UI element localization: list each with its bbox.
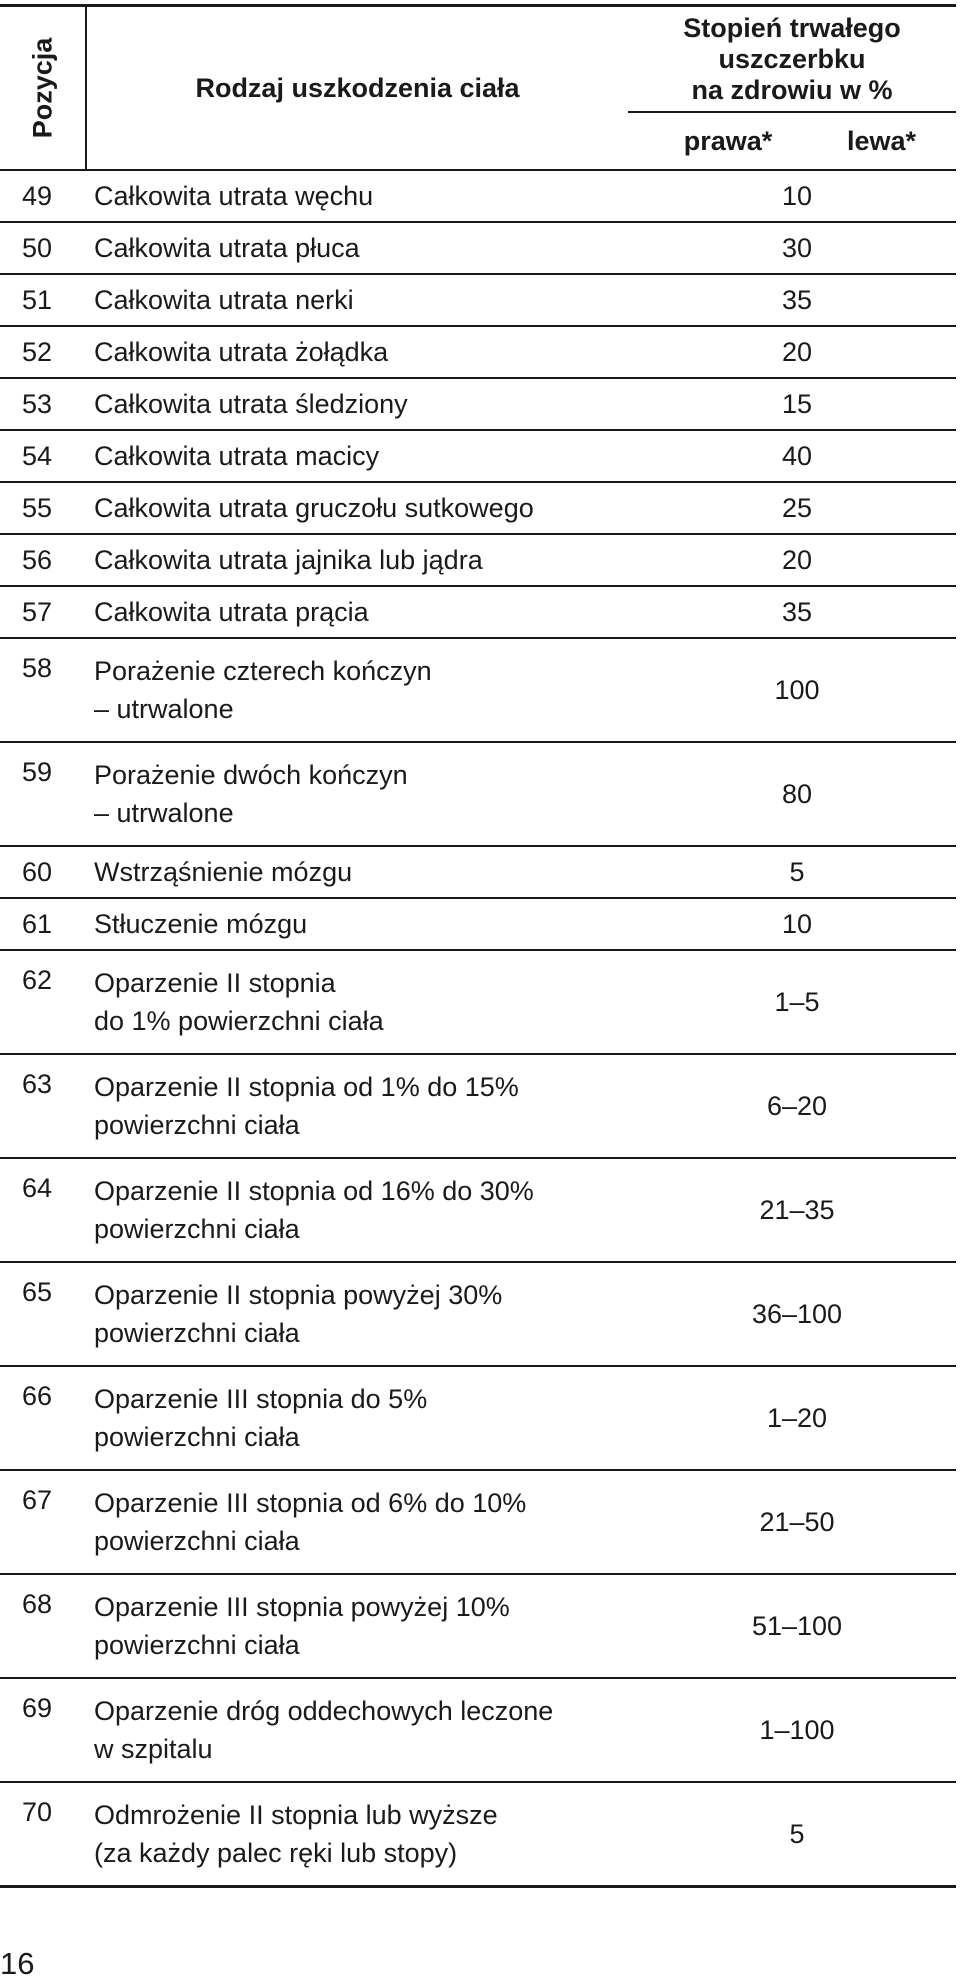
row-impairment-percent: 80	[628, 742, 956, 846]
row-impairment-percent: 1–5	[628, 950, 956, 1054]
description-line: Oparzenie II stopnia od 16% do 30%	[94, 1176, 534, 1206]
description-line: powierzchni ciała	[94, 1318, 300, 1348]
description-line: powierzchni ciała	[94, 1526, 300, 1556]
table-row	[0, 378, 956, 430]
description-line: Oparzenie II stopnia powyżej 30%	[94, 1280, 503, 1310]
table-row	[0, 742, 956, 846]
description-line: Oparzenie II stopnia od 1% do 15%	[94, 1072, 519, 1102]
row-impairment-percent: 51–100	[628, 1574, 956, 1678]
table-row	[0, 1470, 956, 1574]
description-line: do 1% powierzchni ciała	[94, 1006, 384, 1036]
description-line: powierzchni ciała	[94, 1422, 300, 1452]
row-injury-description	[86, 950, 628, 1054]
table-row	[0, 274, 956, 326]
table-row	[0, 534, 956, 586]
position-header-label: Pozycja	[27, 37, 57, 139]
row-impairment-percent: 36–100	[628, 1262, 956, 1366]
table-header	[0, 6, 956, 171]
row-position: 58	[0, 638, 86, 742]
row-position: 59	[0, 742, 86, 846]
row-position: 53	[0, 378, 86, 430]
row-position: 61	[0, 898, 86, 950]
table-row	[0, 1678, 956, 1782]
row-injury-description	[86, 378, 628, 430]
description-line: Stłuczenie mózgu	[94, 909, 308, 939]
description-line: Całkowita utrata węchu	[94, 181, 374, 211]
description-line: Całkowita utrata żołądka	[94, 337, 389, 367]
row-injury-description	[86, 1574, 628, 1678]
table-row	[0, 950, 956, 1054]
row-position: 68	[0, 1574, 86, 1678]
row-position: 52	[0, 326, 86, 378]
table-row	[0, 1158, 956, 1262]
description-line: Porażenie czterech kończyn	[94, 656, 432, 686]
table-row	[0, 1574, 956, 1678]
degree-header-line: Stopień trwałego	[683, 12, 901, 43]
row-injury-description	[86, 638, 628, 742]
description-line: powierzchni ciała	[94, 1630, 300, 1660]
row-injury-description	[86, 222, 628, 274]
description-line: powierzchni ciała	[94, 1214, 300, 1244]
row-impairment-percent: 20	[628, 326, 956, 378]
description-line: Oparzenie III stopnia do 5%	[94, 1384, 428, 1414]
row-injury-description	[86, 170, 628, 222]
table-row	[0, 430, 956, 482]
row-position: 70	[0, 1782, 86, 1887]
row-injury-description	[86, 1678, 628, 1782]
row-impairment-percent: 21–50	[628, 1470, 956, 1574]
row-impairment-percent: 6–20	[628, 1054, 956, 1158]
row-injury-description	[86, 1470, 628, 1574]
row-injury-description	[86, 430, 628, 482]
row-impairment-percent: 5	[628, 846, 956, 898]
row-injury-description	[86, 586, 628, 638]
row-position: 54	[0, 430, 86, 482]
description-line: Całkowita utrata gruczołu sutkowego	[94, 493, 534, 523]
row-position: 65	[0, 1262, 86, 1366]
row-impairment-percent: 35	[628, 586, 956, 638]
row-position: 56	[0, 534, 86, 586]
row-position: 69	[0, 1678, 86, 1782]
row-position: 66	[0, 1366, 86, 1470]
row-injury-description	[86, 534, 628, 586]
row-impairment-percent: 21–35	[628, 1158, 956, 1262]
row-impairment-percent: 25	[628, 482, 956, 534]
table-row	[0, 170, 956, 222]
description-line: Całkowita utrata płuca	[94, 233, 360, 263]
degree-header-line: uszczerbku	[718, 43, 866, 74]
row-injury-description	[86, 326, 628, 378]
row-impairment-percent: 40	[628, 430, 956, 482]
row-impairment-percent: 10	[628, 898, 956, 950]
table-row	[0, 1054, 956, 1158]
row-injury-description	[86, 1262, 628, 1366]
row-injury-description	[86, 898, 628, 950]
description-line: Porażenie dwóch kończyn	[94, 760, 408, 790]
row-injury-description	[86, 1366, 628, 1470]
degree-header-line: na zdrowiu w %	[691, 74, 893, 105]
table-row	[0, 1262, 956, 1366]
row-impairment-percent: 1–20	[628, 1366, 956, 1470]
right-side-header: prawa*	[628, 112, 808, 170]
row-position: 51	[0, 274, 86, 326]
injury-table	[0, 4, 956, 1888]
row-position: 49	[0, 170, 86, 222]
injury-type-column-header	[86, 6, 628, 171]
table-row	[0, 482, 956, 534]
row-impairment-percent: 15	[628, 378, 956, 430]
description-line: Oparzenie III stopnia powyżej 10%	[94, 1592, 510, 1622]
injury-type-header-label: Rodzaj uszkodzenia ciała	[195, 72, 520, 103]
left-side-header: lewa*	[808, 112, 956, 170]
description-line: Całkowita utrata macicy	[94, 441, 380, 471]
row-position: 64	[0, 1158, 86, 1262]
row-impairment-percent: 10	[628, 170, 956, 222]
position-column-header	[0, 6, 86, 171]
row-injury-description	[86, 482, 628, 534]
row-impairment-percent: 30	[628, 222, 956, 274]
row-injury-description	[86, 742, 628, 846]
table-row	[0, 222, 956, 274]
description-line: Całkowita utrata śledziony	[94, 389, 408, 419]
description-line: Oparzenie II stopnia	[94, 968, 336, 998]
row-position: 60	[0, 846, 86, 898]
description-line: Odmrożenie II stopnia lub wyższe	[94, 1800, 498, 1830]
row-position: 57	[0, 586, 86, 638]
row-injury-description	[86, 1054, 628, 1158]
row-impairment-percent: 5	[628, 1782, 956, 1887]
description-line: – utrwalone	[94, 694, 234, 724]
description-line: w szpitalu	[94, 1734, 213, 1764]
description-line: – utrwalone	[94, 798, 234, 828]
row-injury-description	[86, 1782, 628, 1887]
row-position: 50	[0, 222, 86, 274]
row-injury-description	[86, 1158, 628, 1262]
table-row	[0, 326, 956, 378]
table-row	[0, 586, 956, 638]
row-position: 67	[0, 1470, 86, 1574]
row-impairment-percent: 100	[628, 638, 956, 742]
row-injury-description	[86, 846, 628, 898]
description-line: Wstrząśnienie mózgu	[94, 857, 353, 887]
table-row	[0, 638, 956, 742]
row-impairment-percent: 1–100	[628, 1678, 956, 1782]
description-line: powierzchni ciała	[94, 1110, 300, 1140]
description-line: Całkowita utrata prącia	[94, 597, 369, 627]
degree-column-header	[628, 6, 956, 113]
table-body	[0, 170, 956, 1887]
row-position: 55	[0, 482, 86, 534]
description-line: Całkowita utrata jajnika lub jądra	[94, 545, 483, 575]
description-line: Całkowita utrata nerki	[94, 285, 354, 315]
table-row	[0, 846, 956, 898]
description-line: Oparzenie III stopnia od 6% do 10%	[94, 1488, 527, 1518]
description-line: Oparzenie dróg oddechowych leczone	[94, 1696, 554, 1726]
table-row	[0, 898, 956, 950]
table-row	[0, 1366, 956, 1470]
page-number: 16	[0, 1946, 35, 1981]
row-impairment-percent: 20	[628, 534, 956, 586]
row-injury-description	[86, 274, 628, 326]
row-position: 62	[0, 950, 86, 1054]
table-row	[0, 1782, 956, 1887]
row-impairment-percent: 35	[628, 274, 956, 326]
description-line: (za każdy palec ręki lub stopy)	[94, 1838, 458, 1868]
row-position: 63	[0, 1054, 86, 1158]
